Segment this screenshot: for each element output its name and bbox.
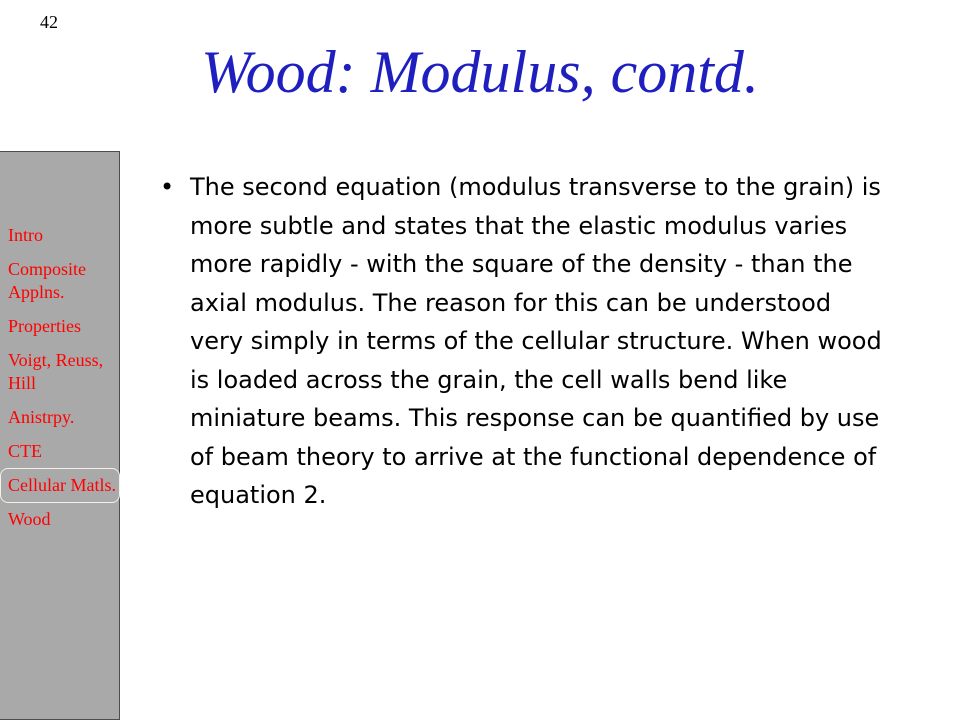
content-body	[160, 168, 890, 515]
nav-item-cellular-matls[interactable]: Cellular Matls.	[8, 474, 120, 497]
nav-item-composite-applns[interactable]: Composite Applns.	[8, 259, 87, 302]
nav-list	[8, 224, 120, 542]
nav-item-anistrpy[interactable]: Anistrpy.	[8, 407, 75, 427]
nav-item-voigt-reuss-hill[interactable]: Voigt, Reuss, Hill	[8, 350, 104, 393]
sidebar-nav	[0, 151, 120, 720]
nav-item-cte[interactable]: CTE	[8, 441, 42, 461]
nav-item-wood[interactable]: Wood	[8, 509, 51, 529]
bullet-text: The second equation (modulus transverse to the grain) is more subtle and states that the elastic modulus varies more rapidly - with the square of the density - than the axial modulus. The reason for this can be understood very simply in terms of the cellular structure. When wood is loaded across the grain, the cell walls bend like miniature beams. This response can be quantified by use of beam theory to arrive at the functional dependence of equation 2.	[190, 173, 882, 509]
slide-title: Wood: Modulus, contd.	[201, 39, 759, 105]
nav-item-properties[interactable]: Properties	[8, 316, 81, 336]
nav-item-intro[interactable]: Intro	[8, 225, 43, 245]
bullet-marker: •	[160, 173, 175, 201]
page-number: 42	[40, 12, 58, 32]
bullet-item	[160, 168, 890, 515]
